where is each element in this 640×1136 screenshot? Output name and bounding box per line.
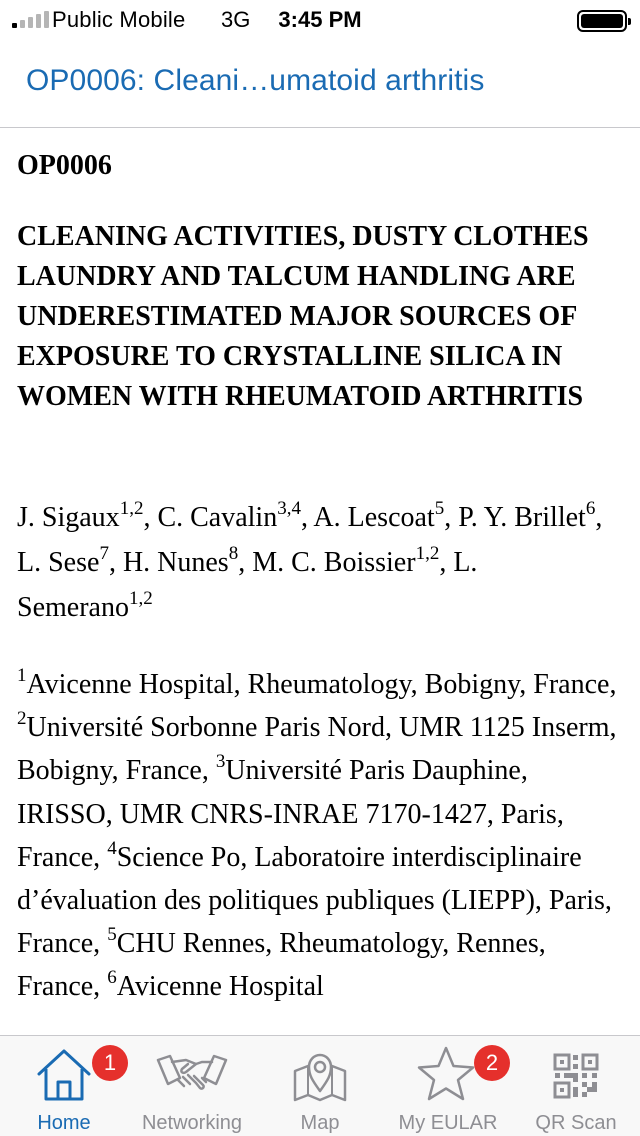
author-name: M. C. Boissier xyxy=(252,547,416,578)
home-badge: 1 xyxy=(92,1045,128,1081)
author-name: L. Sese xyxy=(17,547,100,578)
tab-my-eular[interactable] xyxy=(384,1036,512,1136)
tab-my-eular-label: My EULAR xyxy=(398,1112,498,1134)
author-affiliation-number: 1,2 xyxy=(415,543,440,564)
star-icon xyxy=(416,1045,476,1103)
affiliation-number: 4 xyxy=(107,837,117,859)
author-name: J. Sigaux xyxy=(17,502,120,533)
author-affiliation-number: 8 xyxy=(228,543,239,564)
author-affiliation-number: 5 xyxy=(434,498,445,519)
affiliation-text: Université Paris Dauphine, IRISSO, UMR CNRS-INRAE 7170-1427, Paris, France, xyxy=(17,755,564,873)
affiliation-text: CHU Rennes, Rheumatology, Rennes, France, xyxy=(17,928,546,1003)
tab-networking-label: Networking xyxy=(141,1112,243,1134)
affiliation-number: 2 xyxy=(17,708,27,730)
author-list: J. Sigaux$^{1,2}$, C. Cavalin$^{3,4}$, A. Lescoat$^5$, P. Y. Brillet$^6$, L. Sese$^7$, H. Nunes$^8$, M. C. Boissier$^{1,2}$, L. Semerano$^{1,2}$ xyxy=(17,498,603,623)
carrier-name: Public Mobile xyxy=(52,7,186,32)
tab-networking[interactable] xyxy=(128,1036,256,1136)
home-icon xyxy=(34,1046,94,1102)
handshake-icon xyxy=(156,1052,228,1100)
status-bar xyxy=(0,0,640,40)
tab-home-label: Home xyxy=(37,1112,91,1134)
affiliation-list xyxy=(17,663,629,1009)
author-name: P. Y. Brillet xyxy=(458,502,586,533)
abstract-content[interactable] xyxy=(0,129,640,1035)
author-name: C. Cavalin xyxy=(157,502,278,533)
author-name: H. Nunes xyxy=(122,547,229,578)
abstract-title: CLEANING ACTIVITIES, DUSTY CLOTHES LAUNDRY AND TALCUM HANDLING ARE UNDERESTIMATED MAJOR SOURCES OF EXPOSURE TO CRYSTALLINE SILICA IN WOMEN WITH RHEUMATOID ARTHRITIS xyxy=(17,221,589,412)
affiliation-number: 5 xyxy=(107,924,117,946)
tab-qr-scan-label: QR Scan xyxy=(535,1112,617,1134)
author-affiliation-number: 7 xyxy=(99,543,109,564)
tab-bar xyxy=(0,1035,640,1136)
status-time: 3:45 PM xyxy=(278,7,362,32)
qr-code-icon xyxy=(553,1053,599,1099)
affiliation-text: Avicenne Hospital xyxy=(116,971,324,1003)
author-name: A. Lescoat xyxy=(313,502,435,533)
tab-map[interactable] xyxy=(256,1036,384,1136)
tab-map-label: Map xyxy=(300,1112,340,1134)
map-icon xyxy=(292,1047,348,1103)
navigation-bar xyxy=(0,40,640,128)
author-affiliation-number: 6 xyxy=(585,498,596,519)
affiliation-text: Science Po, Laboratoire interdisciplinaire d’évaluation des politiques publiques (LIEPP), Paris, France, xyxy=(17,841,612,960)
author-name: L. Semerano xyxy=(17,547,478,623)
network-type: 3G xyxy=(221,7,251,32)
tab-home[interactable] xyxy=(0,1036,128,1136)
affiliation-number: 1 xyxy=(17,665,27,686)
author-affiliation-number: 1,2 xyxy=(128,588,153,609)
author-affiliation-number: 1,2 xyxy=(119,498,144,519)
affiliation-number: 3 xyxy=(215,751,226,773)
affiliation-text: Université Sorbonne Paris Nord, UMR 1125 Inserm, Bobigny, France, xyxy=(17,712,617,787)
tab-qr-scan[interactable] xyxy=(512,1036,640,1136)
affiliation-number: 6 xyxy=(107,967,117,989)
my-eular-badge: 2 xyxy=(474,1045,510,1081)
abstract-code: OP0006 xyxy=(17,150,112,181)
battery-icon xyxy=(577,10,627,32)
back-button-title[interactable]: OP0006: Cleani…umatoid arthritis xyxy=(26,64,485,97)
affiliation-text: Avicenne Hospital, Rheumatology, Bobigny, France, xyxy=(26,669,617,700)
author-affiliation-number: 3,4 xyxy=(277,498,301,519)
